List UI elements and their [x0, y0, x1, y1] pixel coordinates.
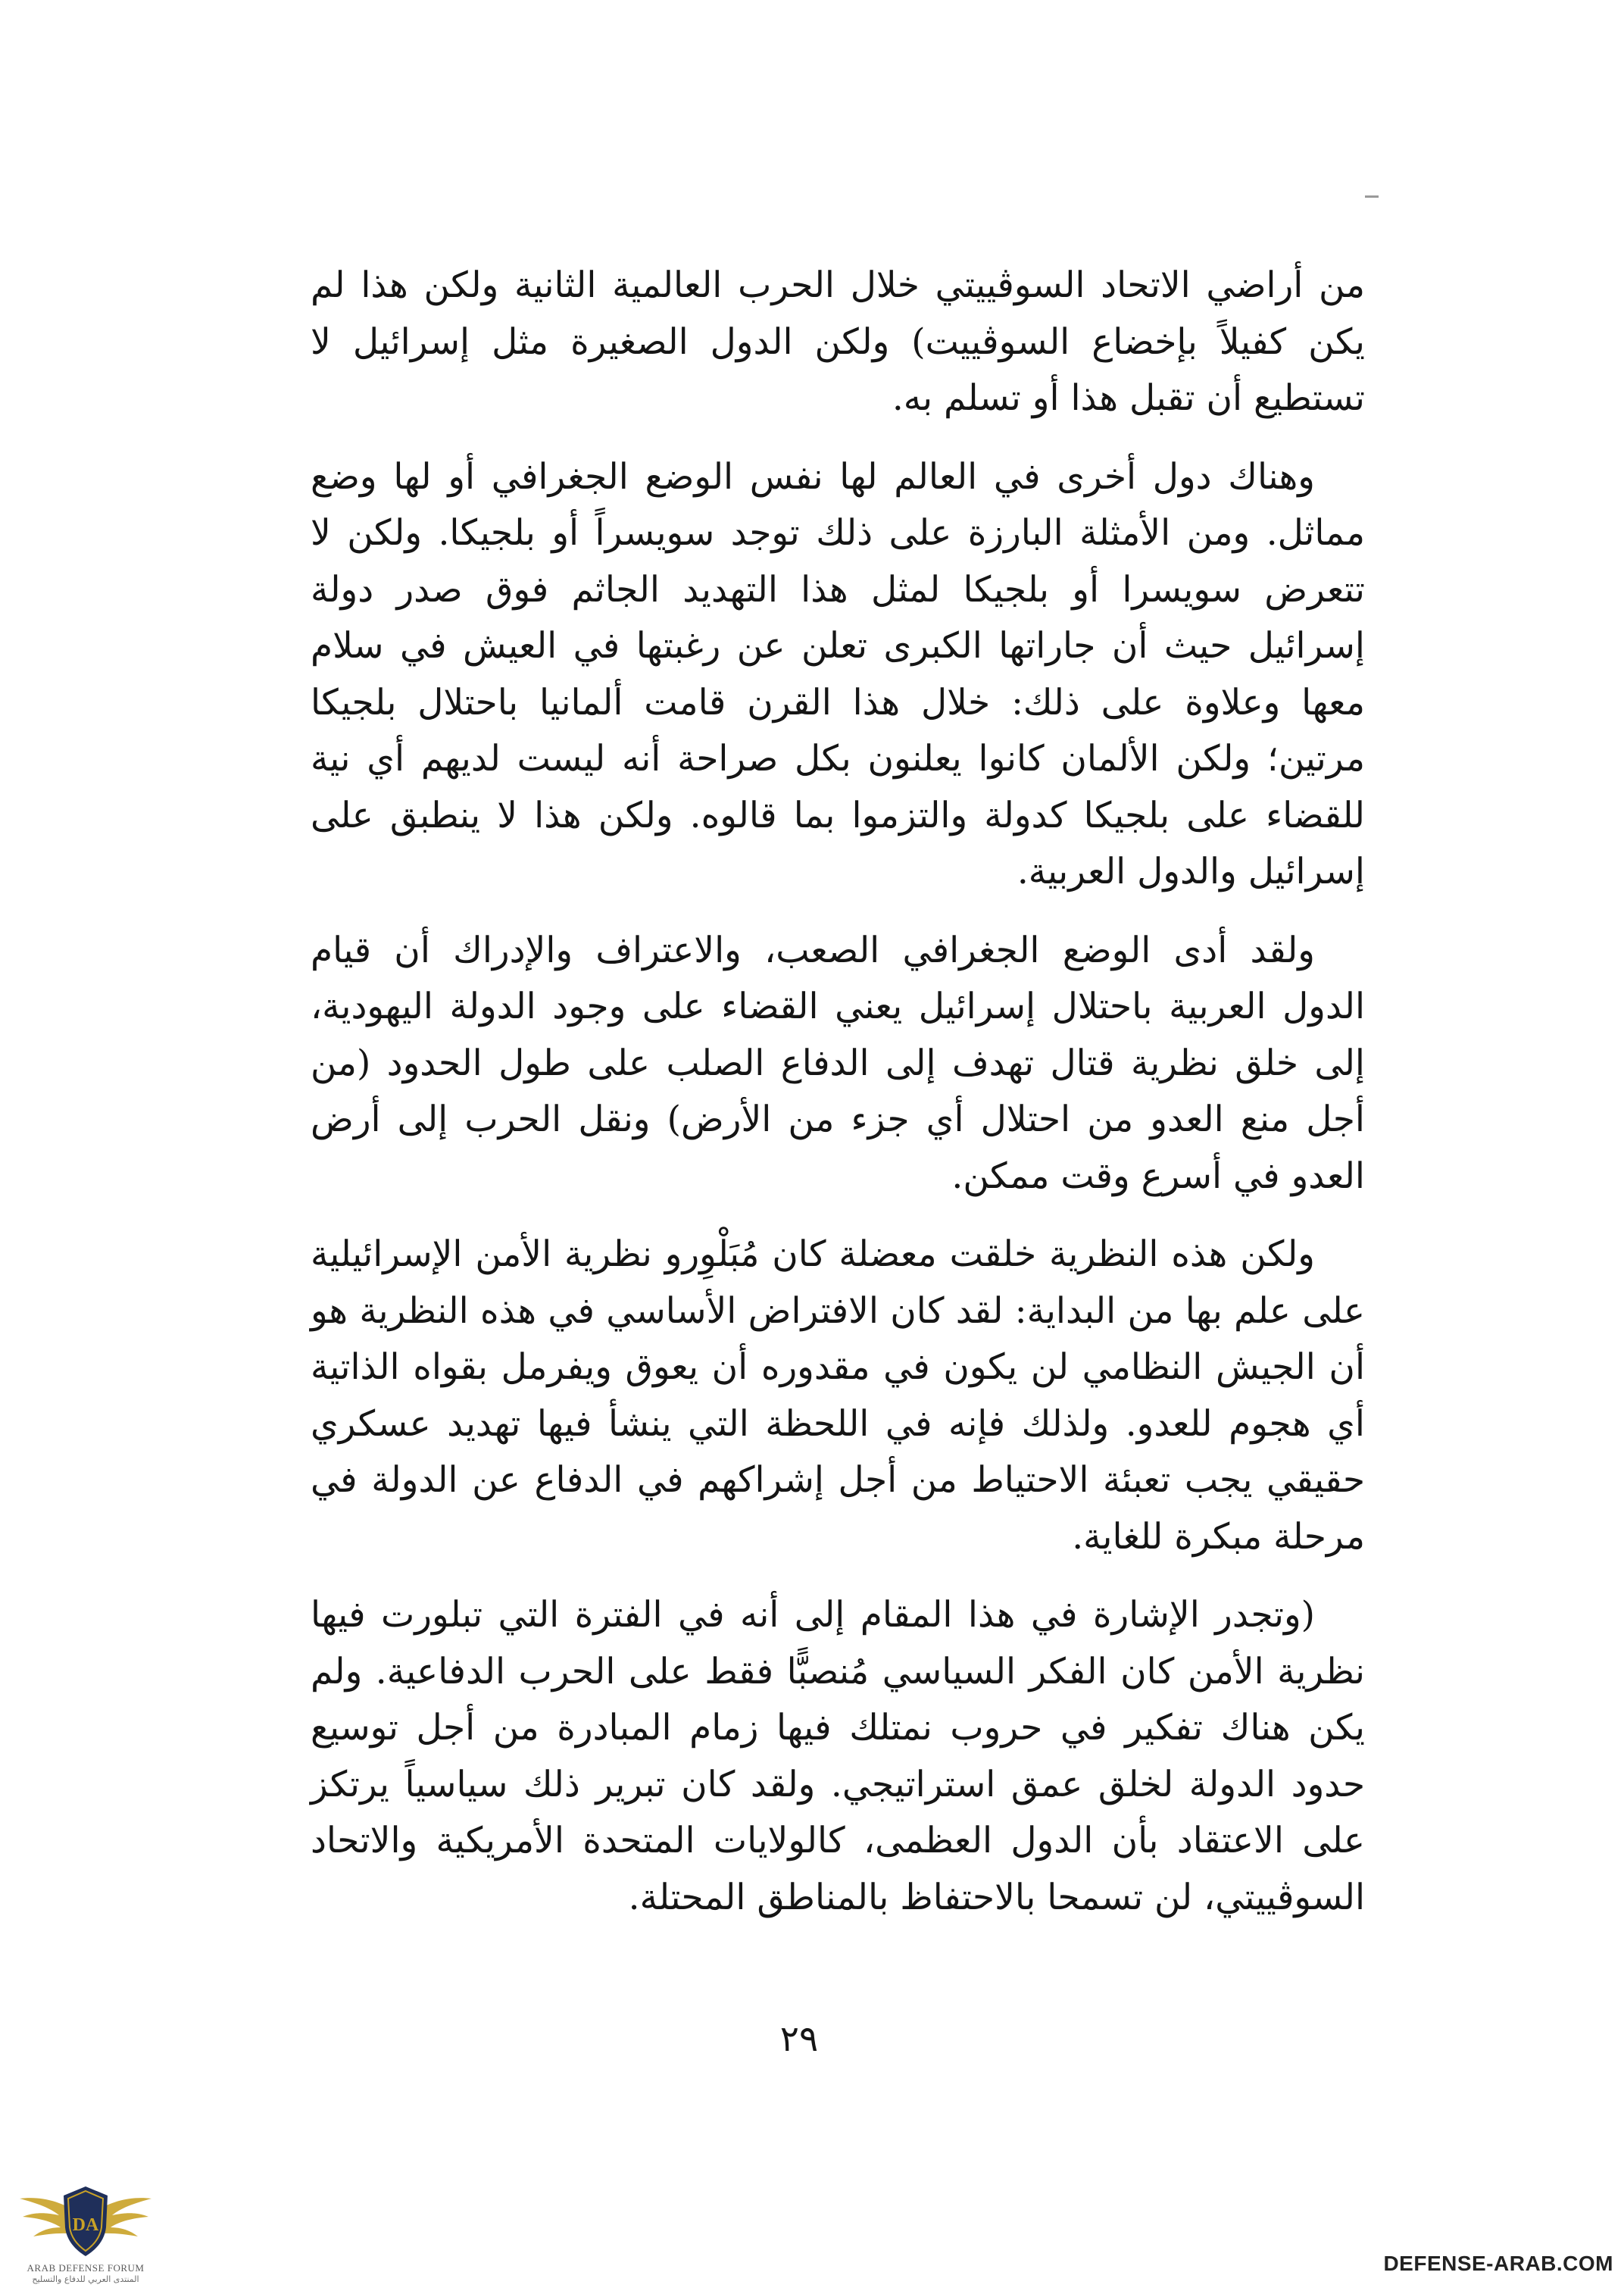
- site-watermark: DEFENSE-ARAB.COM: [1383, 2252, 1613, 2275]
- logo-letters: DA: [72, 2215, 99, 2235]
- paragraph-1: من أراضي الاتحاد السوڤييتي خلال الحرب العالمية الثانية ولكن هذا لم يكن كفيلاً بإخضاع السوڤييت) ولكن الدول الصغيرة مثل إسرائيل لا تستطيع أن تقبل هذا أو تسلم به.: [311, 264, 1365, 419]
- paragraph-2: وهناك دول أخرى في العالم لها نفس الوضع الجغرافي أو لها وضع مماثل. ومن الأمثلة البارزة على ذلك توجد سويسراً أو بلجيكا. ولكن لا تتعرض سويسرا أو بلجيكا لمثل هذا التهديد الجاثم فوق صدر دولة إسرائيل حيث أن جاراتها الكبرى تعلن عن رغبتها في العيش في سلام معها وعلاوة على ذلك: خلال هذا القرن قامت ألمانيا باحتلال بلجيكا مرتين؛ ولكن الألمان كانوا يعلنون بكل صراحة أنه ليست لديهم أي نية للقضاء على بلجيكا كدولة والتزموا بما قالوه. ولكن هذا لا ينطبق على إسرائيل والدول العربية.: [311, 455, 1365, 892]
- page-number: ٢٩: [779, 2018, 819, 2060]
- arab-defense-forum-logo: [14, 2173, 158, 2286]
- paragraph-4: ولكن هذه النظرية خلقت معضلة كان مُبَلْوِرو نظرية الأمن الإسرائيلية على علم بها من البداية: لقد كان الافتراض الأساسي في هذه النظرية هو أن الجيش النظامي لن يكون في مقدوره أن يعوق ويفرمل بقواه الذاتية أي هجوم للعدو. ولذلك فإنه في اللحظة التي ينشأ فيها تهديد عسكري حقيقي يجب تعبئة الاحتياط من أجل إشراكهم في الدفاع عن الدولة في مرحلة مبكرة للغاية.: [311, 1233, 1365, 1558]
- paragraph-3: ولقد أدى الوضع الجغرافي الصعب، والاعتراف والإدراك أن قيام الدول العربية باحتلال إسرائيل يعني القضاء على وجود الدولة اليهودية، إلى خلق نظرية قتال تهدف إلى الدفاع الصلب على طول الحدود (من أجل منع العدو من احتلال أي جزء من الأرض) ونقل الحرب إلى أرض العدو في أسرع وقت ممكن.: [311, 929, 1365, 1197]
- paragraph-5: (وتجدر الإشارة في هذا المقام إلى أنه في الفترة التي تبلورت فيها نظرية الأمن كان الفكر السياسي مُنصبًّا فقط على الحرب الدفاعية. ولم يكن هناك تفكير في حروب نمتلك فيها زمام المبادرة من أجل توسيع حدود الدولة لخلق عمق استراتيجي. ولقد كان تبرير ذلك سياسياً يرتكز على الاعتقاد بأن الدول العظمى، كالولايات المتحدة الأمريكية والاتحاد السوڤييتي، لن تسمحا بالاحتفاظ بالمناطق المحتلة.: [311, 1594, 1365, 1918]
- logo-subcaption: المنتدى العربي للدفاع والتسليح: [32, 2274, 139, 2284]
- corner-mark: [1365, 195, 1379, 198]
- winged-emblem-icon: [14, 2173, 158, 2262]
- logo-caption: ARAB DEFENSE FORUM: [27, 2262, 145, 2274]
- body-text: [311, 258, 1365, 1926]
